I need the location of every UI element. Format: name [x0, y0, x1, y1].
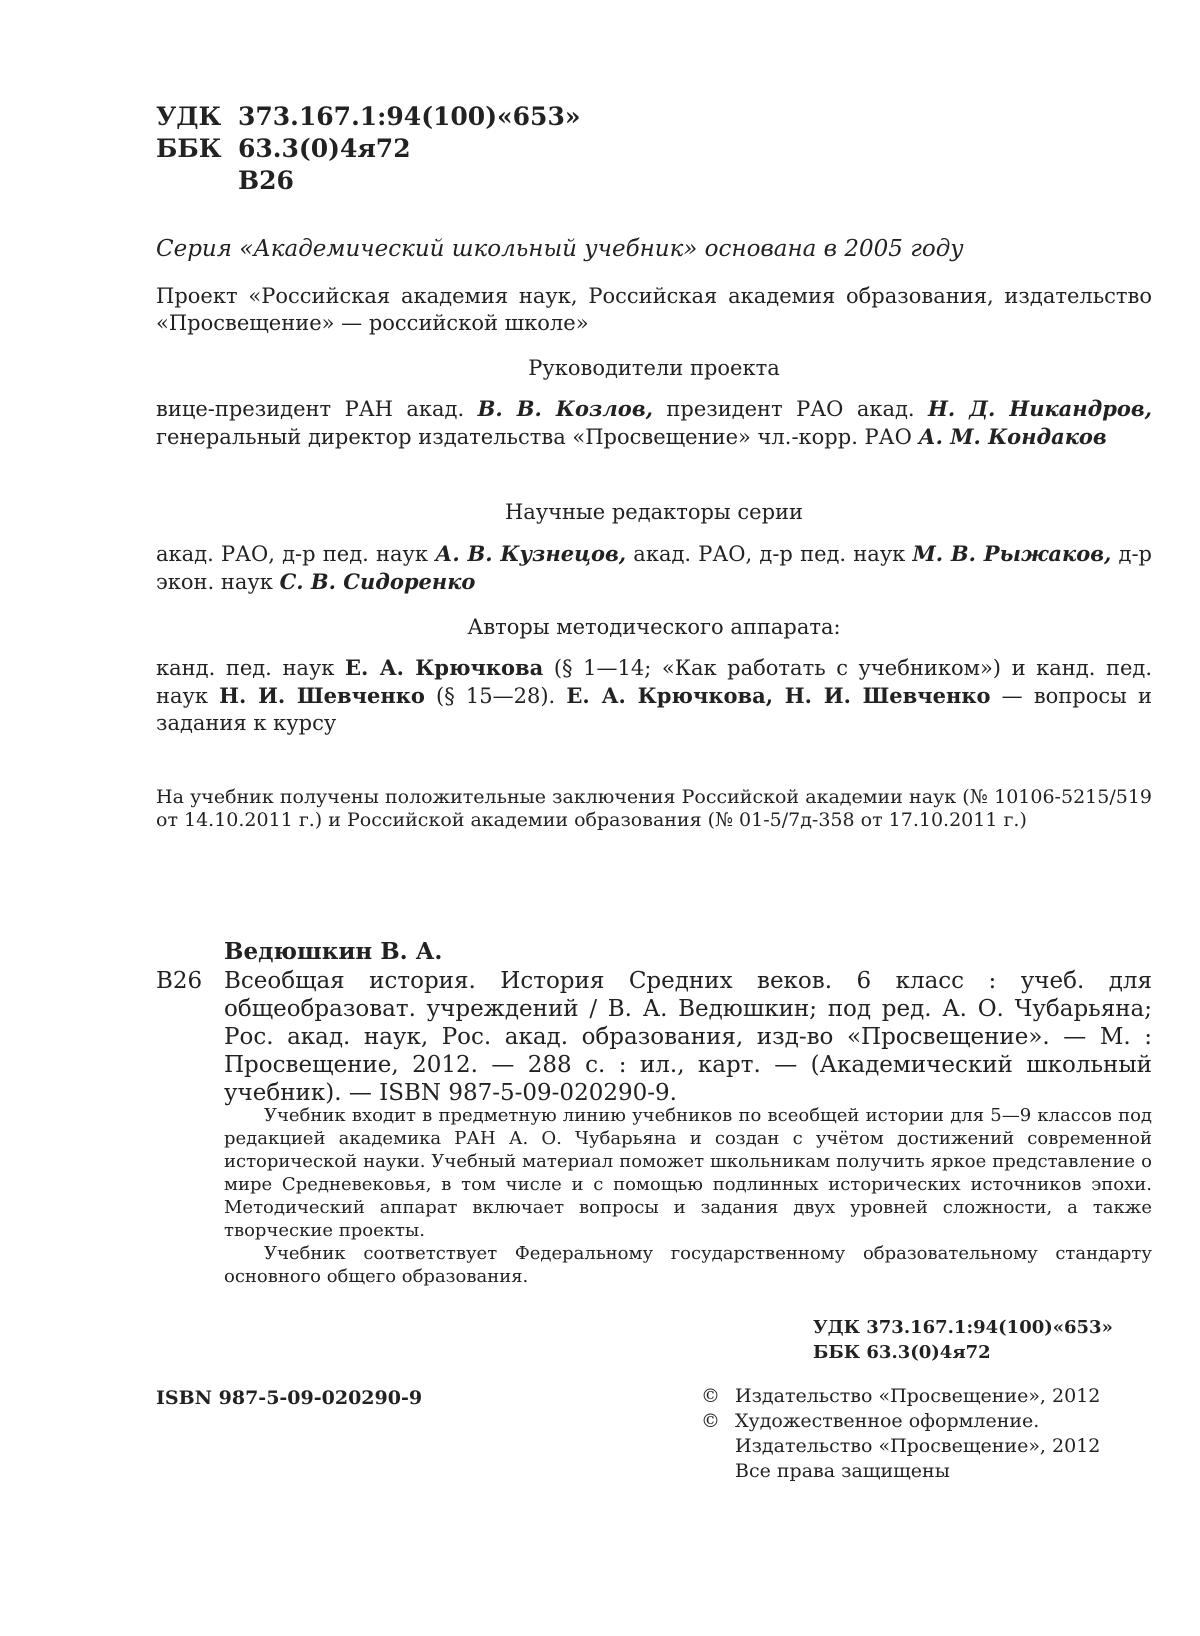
- methods-name-3: Е. А. Крючкова, Н. И. Шевченко: [566, 683, 991, 708]
- leaders-heading: Руководители проекта: [528, 356, 780, 380]
- methods-text-4: — вопросы и задания к курсу: [156, 684, 1152, 735]
- copyright-line-1: Издательство «Просвещение», 2012: [735, 1385, 1101, 1407]
- editors-paragraph: [156, 540, 1152, 596]
- leaders-name-1: В. В. Козлов,: [477, 396, 653, 421]
- methods-heading: Авторы методического аппарата:: [467, 615, 841, 639]
- bbk-value: 63.3(0)4я72: [238, 134, 411, 163]
- editors-name-3: С. В. Сидоренко: [279, 569, 476, 594]
- editors-heading: Научные редакторы серии: [504, 500, 804, 524]
- leaders-paragraph: [156, 395, 1152, 451]
- udk-value: 373.167.1:94(100)«653»: [238, 102, 581, 131]
- leaders-text-1: вице-президент РАН акад.: [156, 397, 478, 421]
- classification-codes: [156, 101, 1152, 197]
- leaders-name-3: А. М. Кондаков: [918, 424, 1107, 449]
- methods-text-2: (§ 1—14; «Как работать с учебником») и канд. пед. наук: [156, 656, 1153, 708]
- copyright-row-2: [701, 1409, 1151, 1434]
- leaders-text-2: президент РАО акад.: [652, 397, 929, 421]
- leaders-name-2: Н. Д. Никандров,: [928, 396, 1152, 421]
- editors-text-1: акад. РАО, д-р пед. наук: [156, 542, 436, 566]
- author-mark: В26: [238, 166, 294, 195]
- editors-name-2: М. В. Рыжаков,: [912, 541, 1112, 566]
- bbk-line: [156, 133, 1152, 165]
- biblio-author: Ведюшкин В. А.: [224, 938, 443, 965]
- copyright-icon: ©: [701, 1385, 720, 1407]
- biblio-code: В26: [156, 968, 203, 994]
- copyright-block: [701, 1384, 1151, 1484]
- udk-bottom: УДК 373.167.1:94(100)«653»: [813, 1317, 1113, 1338]
- bibliographic-record: [156, 937, 1152, 1107]
- copyright-line-3: Издательство «Просвещение», 2012: [735, 1435, 1101, 1457]
- editors-name-1: А. В. Кузнецов,: [435, 541, 627, 566]
- annotation-paragraph-2: Учебник соответствует Федеральному государственному образовательному стандарту основного общего образования.: [224, 1243, 1152, 1287]
- editors-text-3: д-р экон. наук: [156, 542, 1153, 594]
- biblio-row: [156, 967, 1152, 1107]
- copyright-row-4: [701, 1459, 1151, 1484]
- copyright-row-3: [701, 1434, 1151, 1459]
- approval-paragraph: На учебник получены положительные заключения Российской академии наук (№ 10106-5215/519 от 14.10.2011 г.) и Российской академии образования (№ 01-5/7д-358 от 17.10.2011 г.): [156, 786, 1152, 831]
- bbk-label: ББК: [156, 134, 222, 163]
- annotation-paragraph-1: Учебник входит в предметную линию учебников по всеобщей истории для 5—9 классов под редакцией академика РАН А. О. Чубарьяна и создан с учётом достижений современной исторической науки. Учебный материал поможет школьникам получить яркое представление о мире Средневековья, в том числе и с помощью подлинных исторических источников эпохи. Методический аппарат включает вопросы и задания двух уровней сложности, а также творческие проекты.: [224, 1105, 1152, 1241]
- methods-text-3: (§ 15—28).: [424, 684, 567, 708]
- udk-label: УДК: [156, 102, 222, 131]
- udk-line: [156, 101, 1152, 133]
- bbk-bottom: ББК 63.3(0)4я72: [813, 1342, 991, 1363]
- series-note: Серия «Академический школьный учебник» основана в 2005 году: [156, 236, 964, 262]
- copyright-icon: ©: [701, 1410, 720, 1432]
- copyright-row-1: [701, 1384, 1151, 1409]
- copyright-line-4: Все права защищены: [735, 1460, 950, 1482]
- annotation: [224, 1104, 1152, 1288]
- methods-paragraph: [156, 654, 1152, 737]
- bottom-codes: [813, 1315, 1113, 1365]
- copyright-line-2: Художественное оформление.: [735, 1410, 1040, 1432]
- leaders-text-3: генеральный директор издательства «Просвещение» чл.-корр. РАО: [156, 425, 919, 449]
- biblio-text: Всеобщая история. История Средних веков. 6 класс : учеб. для общеобразоват. учреждений / В. А. Ведюшкин; под ред. А. О. Чубарьяна; Рос. акад. наук, Рос. акад. образования, изд-во «Просвещение». — М. : Просвещение, 2012. — 288 с. : ил., карт. — (Академический школьный учебник). — ISBN 987-5-09-020290-9.: [224, 968, 1152, 1106]
- editors-text-2: акад. РАО, д-р пед. наук: [626, 542, 913, 566]
- methods-name-2: Н. И. Шевченко: [219, 683, 425, 708]
- isbn: ISBN 987-5-09-020290-9: [156, 1387, 423, 1409]
- project-paragraph: Проект «Российская академия наук, Российская академия образования, издательство «Просвещение» — российской школе»: [156, 284, 1152, 335]
- methods-text-1: канд. пед. наук: [156, 656, 346, 680]
- methods-name-1: Е. А. Крючкова: [345, 655, 544, 680]
